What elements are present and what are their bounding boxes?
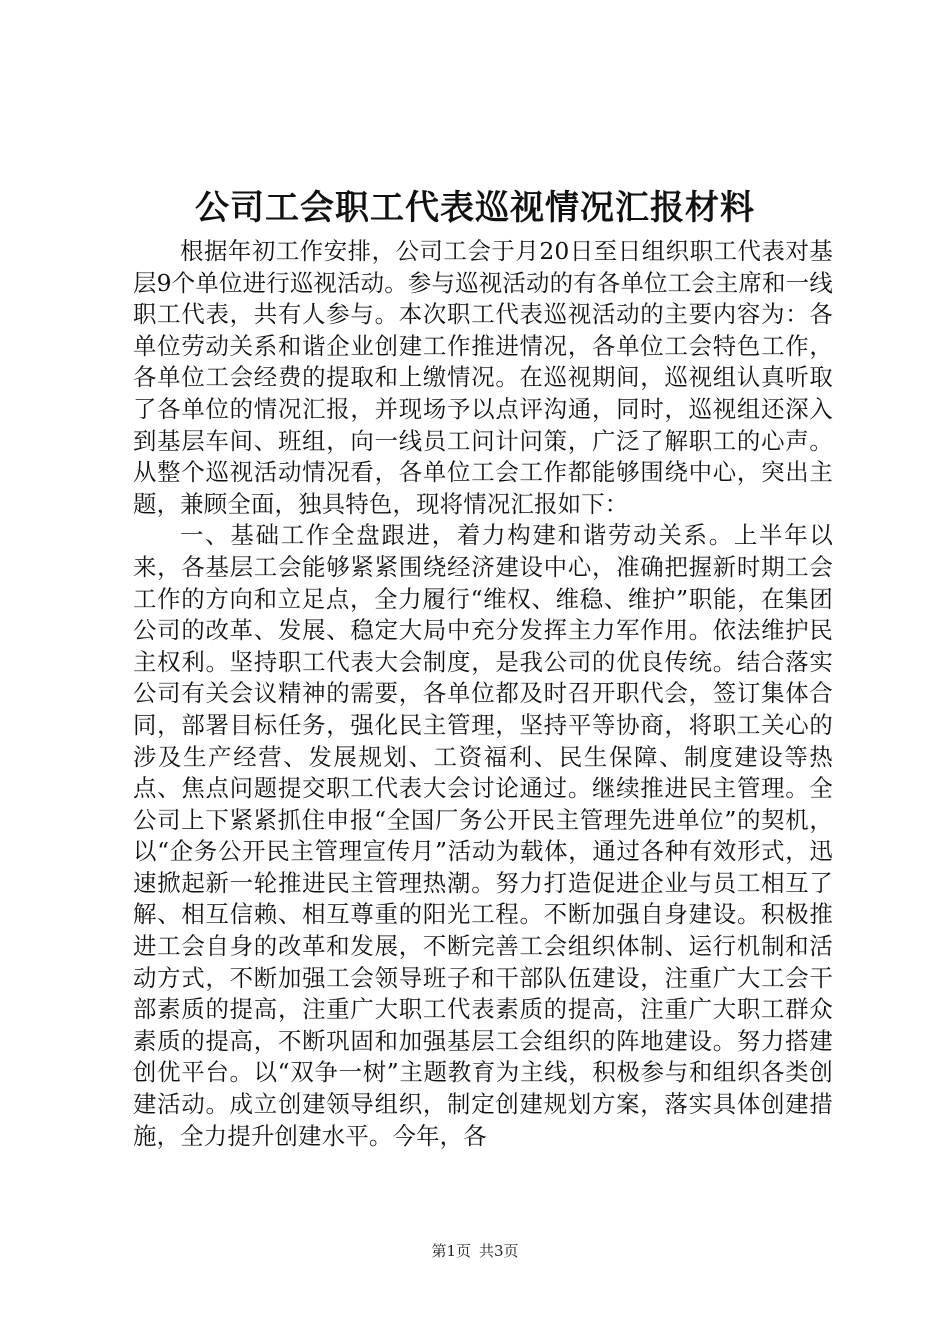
paragraph-section-one: 一、基础工作全盘跟进，着力构建和谐劳动关系。上半年以来，各基层工会能够紧紧围绕经济建设中心，准确把握新时期工会工作的方向和立足点，全力履行“维权、维稳、维护”职能，在集团公司的改革、发展、稳定大局中充分发挥主力军作用。依法维护民主权利。坚持职工代表大会制度，是我公司的优良传统。结合落实公司有关会议精神的需要，各单位都及时召开职代会，签订集体合同，部署目标任务，强化民主管理，坚持平等协商，将职工关心的涉及生产经营、发展规划、工资福利、民生保障、制度建设等热点、焦点问题提交职工代表大会讨论通过。继续推进民主管理。全公司上下紧紧抓住申报“全国厂务公开民主管理先进单位”的契机，以“企务公开民主管理宣传月”活动为载体，通过各种有效形式，迅速掀起新一轮推进民主管理热潮。努力打造促进企业与员工相互了解、相互信赖、相互尊重的阳光工程。不断加强自身建设。积极推进工会自身的改革和发展，不断完善工会组织体制、运行机制和活动方式，不断加强工会领导班子和干部队伍建设，注重广大工会干部素质的提高，注重广大职工代表素质的提高，注重广大职工群众素质的提高，不断巩固和加强基层工会组织的阵地建设。努力搭建创优平台。以“双争一树”主题教育为主线，积极参与和组织各类创建活动。成立创建领导组织，制定创建规划方案，落实具体创建措施，全力提升创建水平。今年，各 — [133, 521, 833, 1150]
page-total: 共3页 — [479, 1242, 519, 1260]
page-footer — [0, 1240, 950, 1262]
page-number: 第1页 — [431, 1242, 471, 1260]
paragraph-intro: 根据年初工作安排，公司工会于月20日至日组织职工代表对基层9个单位进行巡视活动。参与巡视活动的有各单位工会主席和一线职工代表，共有人参与。本次职工代表巡视活动的主要内容为：各单位劳动关系和谐企业创建工作推进情况，各单位工会特色工作，各单位工会经费的提取和上缴情况。在巡视期间，巡视组认真听取了各单位的情况汇报，并现场予以点评沟通，同时，巡视组还深入到基层车间、班组，向一线员工问计问策，广泛了解职工的心声。从整个巡视活动情况看，各单位工会工作都能够围绕中心，突出主题，兼顾全面，独具特色，现将情况汇报如下： — [133, 237, 833, 518]
document-title: 公司工会职工代表巡视情况汇报材料 — [195, 188, 755, 228]
document-body — [133, 236, 833, 1152]
